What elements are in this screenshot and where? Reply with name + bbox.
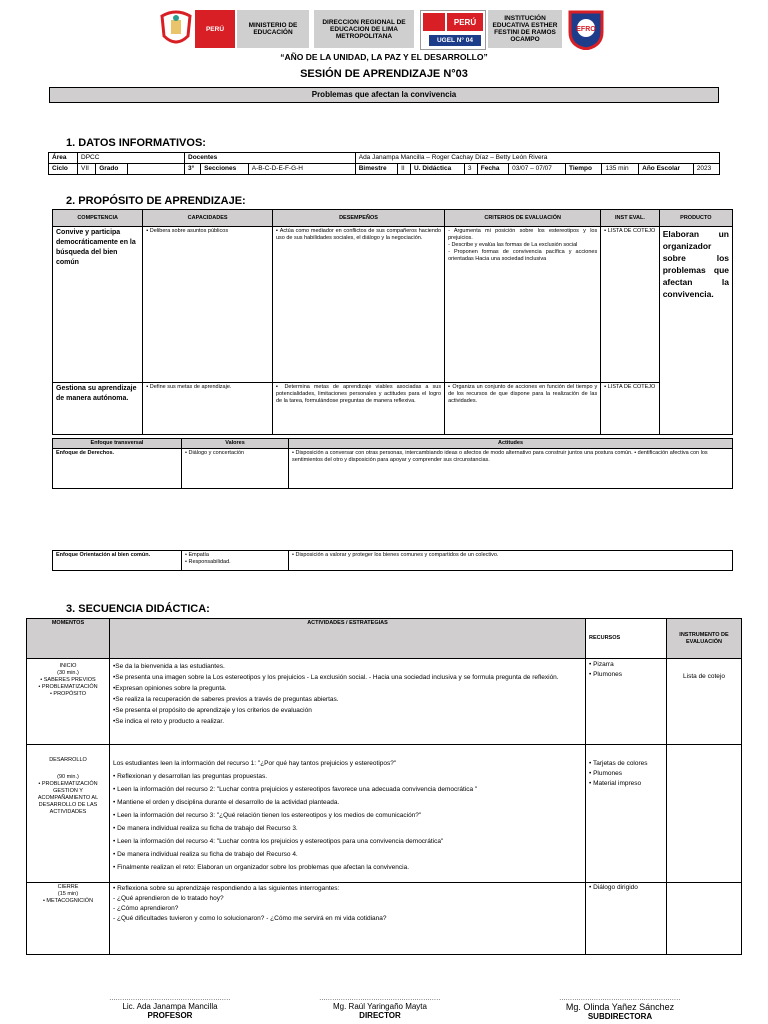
producto: Elaboran un organizador sobre los problemas que afectan la convivencia. bbox=[659, 227, 732, 435]
recurso-plumones-2: • Plumones bbox=[589, 770, 622, 777]
section-3-title: 3. SECUENCIA DIDÁCTICA: bbox=[66, 603, 210, 615]
inicio-act-4: •Se realiza la recuperación de saberes previos a través de preguntas abiertas. bbox=[113, 696, 339, 703]
section-2-title: 2. PROPÓSITO DE APRENDIZAJE: bbox=[66, 195, 246, 207]
session-title: SESIÓN DE APRENDIZAJE N°03 bbox=[300, 68, 468, 80]
secciones-label: Secciones bbox=[201, 164, 249, 175]
header-recursos: RECURSOS bbox=[586, 619, 667, 659]
criterio-2: Organiza un conjunto de acciones en función del tiempo y de los recursos de que dispone para la realización de las actividades. bbox=[448, 384, 598, 404]
desarrollo-act-2: • Reflexionan y desarrollan las preguntas propuestas. bbox=[113, 773, 268, 780]
ciclo-label: Ciclo bbox=[49, 164, 78, 175]
topic-bar: Problemas que afectan la convivencia bbox=[49, 87, 719, 103]
enfoque-table-2: Enfoque Orientación al bien común. • Empatía • Responsabilidad. • Disposición a valorar y proteger los bienes comunes y compartidos de un colectivo. bbox=[52, 550, 733, 571]
cierre-label: CIERRE bbox=[57, 884, 79, 890]
header-producto: PRODUCTO bbox=[659, 210, 732, 227]
bimestre-value: II bbox=[398, 164, 411, 175]
recurso-plumones-1: • Plumones bbox=[589, 671, 622, 678]
inicio-act-5: •Se presenta el propósito de aprendizaje y los criterios de evaluación bbox=[113, 707, 312, 714]
cierre-act-3: - ¿Cómo aprendieron? bbox=[113, 905, 179, 912]
desarrollo-act-3: • Leen la información del recurso 2: "Luchar contra prejuicios y estereotipos favorece una adecuada convivencia democrática " bbox=[113, 786, 478, 793]
recurso-material: • Material impreso bbox=[589, 780, 642, 787]
anio-label: Año Escolar bbox=[639, 164, 694, 175]
recurso-dialogo: • Diálogo dirigido bbox=[589, 884, 638, 891]
inst-1: LISTA DE COTEJO bbox=[607, 228, 656, 234]
actitud-derechos: Disposición a conversar con otras personas, intercambiando ideas o afectos de modo alternativo para construir juntos una postura común. • dentificación afectiva con los sentimientos del otro y disposición para apoyar y comprender sus circunstancias. bbox=[292, 450, 708, 463]
inst-2: LISTA DE COTEJO bbox=[607, 384, 656, 390]
header-enfoque: Enfoque transversal bbox=[53, 439, 182, 449]
signature-profesor: ........................................................ Lic. Ada Janampa Mancilla PROFESOR bbox=[90, 996, 250, 1020]
recurso-pizarra: • Pizarra bbox=[589, 661, 614, 668]
anio-value: 2023 bbox=[693, 164, 719, 175]
enfoque-table-1: Enfoque transversal Valores Actitudes Enfoque de Derechos. • Diálogo y concertación • Disposición a conversar con otras personas, intercambiando ideas o afectos de modo alternativo para construir juntos una postura común. • dentificación afectiva con los sentimientos del otro y disposición para apoyar y comprender sus circunstancias. bbox=[52, 438, 733, 489]
desarrollo-act-6: • De manera individual realiza su ficha de trabajo del Recurso 3. bbox=[113, 825, 298, 832]
criterio-1b: - Describe y evalúa las formas de La exclusión social bbox=[448, 242, 578, 248]
desarrollo-act-4: • Mantiene el orden y disciplina durante el desarrollo de la actividad planteada. bbox=[113, 799, 340, 806]
inicio-act-6: •Se indica el reto y producto a realizar. bbox=[113, 718, 225, 725]
secciones-value: A-B-C-D-E-F-G-H bbox=[248, 164, 355, 175]
tiempo-label: Tiempo bbox=[566, 164, 602, 175]
cierre-sub: • METACOGNICIÓN bbox=[42, 898, 94, 904]
direccion-box: DIRECCION REGIONAL DE EDUCACION DE LIMA METROPOLITANA bbox=[314, 10, 414, 48]
competencia-1: Convive y participa democráticamente en la búsqueda del bien común bbox=[53, 227, 143, 383]
header-instrumento: INSTRUMENTO DE EVALUACIÓN bbox=[667, 619, 742, 659]
header-actitudes: Actitudes bbox=[289, 439, 733, 449]
inicio-act-2: •Se presenta una imagen sobre la Los estereotipos y los prejuicios - La exclusión social. - Hacia una sociedad inclusiva y se formula pregunta de reflexión. bbox=[113, 674, 559, 681]
desempeno-1: Actúa como mediador en conflictos de sus compañeros haciendo uso de sus habilidades sociales, el diálogo y la negociación. bbox=[275, 228, 442, 241]
header-capacidades: CAPACIDADES bbox=[143, 210, 273, 227]
unidad-value: 3 bbox=[464, 164, 477, 175]
inicio-sub-2: • PROBLEMATIZACIÓN bbox=[38, 684, 98, 690]
inicio-sub-3: • PROPÓSITO bbox=[49, 691, 87, 697]
criterio-1a: - Argumenta mi posición sobre los estereotipos y los prejuicios. bbox=[448, 228, 598, 241]
valor-dialogo: Diálogo y concertación bbox=[188, 450, 245, 456]
signature-name-3: Mg. Olinda Yañez Sánchez bbox=[565, 1002, 675, 1012]
cierre-act-2: - ¿Qué aprendieron de lo tratado hoy? bbox=[113, 895, 224, 902]
signature-name-2: Mg. Raúl Yaringaño Mayta bbox=[333, 1002, 427, 1011]
inicio-label: INICIO bbox=[59, 663, 77, 669]
area-value: DPCC bbox=[78, 153, 185, 164]
criterio-1c: - Proponen formas de convivencia pacífica y acciones orientadas Hacia una sociedad inclusiva bbox=[448, 249, 598, 262]
unidad-label: U. Didáctica bbox=[411, 164, 465, 175]
docentes-label: Docentes bbox=[185, 153, 356, 164]
header-actividades: ACTIVIDADES / ESTRATEGIAS bbox=[110, 619, 586, 659]
grado-label: Grado bbox=[96, 164, 128, 175]
enfoque-derechos: Enfoque de Derechos. bbox=[53, 449, 182, 489]
inicio-act-1: •Se da la bienvenida a las estudiantes. bbox=[113, 663, 225, 670]
actitud-bien-comun: Disposición a valorar y proteger los bienes comunes y compartidos de un colectivo. bbox=[295, 552, 499, 558]
enfoque-bien-comun: Enfoque Orientación al bien común. bbox=[53, 551, 182, 571]
desarrollo-label: DESARROLLO bbox=[49, 757, 87, 763]
ministerio-box: MINISTERIO DE EDUCACIÓN bbox=[237, 10, 309, 48]
cierre-act-4: - ¿Qué dificultades tuvieron y como lo solucionaron? - ¿Cómo me servirá en mi vida cotidiana? bbox=[113, 915, 387, 922]
motto: “AÑO DE LA UNIDAD, LA PAZ Y EL DESARROLLO” bbox=[280, 52, 488, 62]
datos-table bbox=[48, 152, 720, 175]
proposito-table: COMPETENCIA CAPACIDADES DESEMPEÑOS CRITERIOS DE EVALUACIÓN INST EVAL. PRODUCTO Convive y participa democráticamente en la búsqueda del bien común ▪ Delibera sobre asuntos públicos ▪ Actúa como mediador en conflictos de sus compañeros haciendo uso de sus habilidades sociales, el diálogo y la negociación. - Argumenta mi posición sobre los estereotipos y los prejuicios. - Describe y evalúa las formas de La exclusión social - Proponen formas de convivencia pacífica y acciones orientadas Hacia una sociedad inclusiva ▪ LISTA DE COTEJO Elaboran un organizador sobre los problemas que afectan la convivencia. Gestiona su aprendizaje de manera autónoma. ▪ Define sus metas de aprendizaje. ▪ Determina metas de aprendizaje viables asociadas a sus potencialidades, limitaciones personales y actitudes para el logro de la tarea, formulándose preguntas de manera reflexiva. ▪ Organiza un conjunto de acciones en función del tiempo y de los recursos de que dispone para la realización de las actividades. ▪ LISTA DE COTEJO bbox=[52, 209, 733, 435]
bimestre-label: Bimestre bbox=[355, 164, 397, 175]
area-label: Área bbox=[49, 153, 78, 164]
header-momentos: MOMENTOS bbox=[27, 619, 110, 659]
desarrollo-time: (90 min.) bbox=[57, 774, 79, 780]
secuencia-table bbox=[26, 618, 742, 955]
header-desempenos: DESEMPEÑOS bbox=[272, 210, 444, 227]
school-crest-logo bbox=[566, 8, 606, 50]
header-competencia: COMPETENCIA bbox=[53, 210, 143, 227]
institucion-box: INSTITUCIÓN EDUCATIVA ESTHER FESTINI DE RAMOS OCAMPO bbox=[488, 10, 562, 48]
cierre-time: (15 min) bbox=[57, 891, 79, 897]
signature-role-1: PROFESOR bbox=[147, 1011, 193, 1020]
peru-red-label: PERÚ bbox=[195, 10, 235, 48]
ugel-logo: PERÚ UGEL N° 04 bbox=[420, 10, 486, 50]
desarrollo-act-9: • Finalmente realizan el reto: Elaboran un organizador sobre los problemas que afectan la convivencia. bbox=[113, 864, 410, 871]
cierre-act-1: • Reflexiona sobre su aprendizaje respondiendo a las siguientes interrogantes: bbox=[113, 885, 340, 892]
grado-value: 3° bbox=[185, 164, 201, 175]
valor-responsabilidad: • Responsabilidad. bbox=[185, 559, 231, 565]
competencia-2: Gestiona su aprendizaje de manera autónoma. bbox=[53, 383, 143, 435]
signature-role-2: DIRECTOR bbox=[359, 1011, 401, 1020]
fecha-label: Fecha bbox=[477, 164, 508, 175]
valor-empatia: • Empatía bbox=[185, 552, 209, 558]
instrumento-lista: Lista de cotejo bbox=[667, 659, 742, 745]
ciclo-value: VII bbox=[78, 164, 96, 175]
inicio-time: (30 min.) bbox=[57, 670, 79, 676]
inicio-act-3: •Expresan opiniones sobre la pregunta. bbox=[113, 685, 227, 692]
desarrollo-act-7: • Leen la información del recurso 4: "Luchar contra los prejuicios y estereotipos para una convivencia democrática" bbox=[113, 838, 444, 845]
fecha-value: 03/07 – 07/07 bbox=[509, 164, 566, 175]
docentes-value: Ada Janampa Mancilla – Roger Cachay Díaz – Betty León Rivera bbox=[355, 153, 719, 164]
svg-text:EFRO: EFRO bbox=[576, 26, 596, 33]
desarrollo-sub: • PROBLEMATIZACIÓN GESTION Y ACOMPAÑAMIENTO AL DESARROLLO DE LAS ACTIVIDADES bbox=[37, 781, 99, 815]
signature-name-1: Lic. Ada Janampa Mancilla bbox=[122, 1002, 218, 1011]
desempeno-2: Determina metas de aprendizaje viables asociadas a sus potencialidades, limitaciones personales y actitudes para el logro de la tarea, formulándose preguntas de manera reflexiva. bbox=[275, 384, 442, 404]
section-1-title: 1. DATOS INFORMATIVOS: bbox=[66, 137, 206, 149]
peru-shield-logo bbox=[158, 10, 194, 48]
signature-subdirectora: ........................................................ Mg. Olinda Yañez Sánchez SUBDIRECTORA bbox=[520, 996, 720, 1021]
header-criterios: CRITERIOS DE EVALUACIÓN bbox=[445, 210, 601, 227]
desarrollo-act-1: Los estudiantes leen la información del recurso 1: "¿Por qué hay tantos prejuicios y estereotipos?" bbox=[113, 760, 397, 767]
header-valores: Valores bbox=[182, 439, 289, 449]
desarrollo-act-5: • Leen la información del recurso 3: "¿Qué relación tienen los estereotipos y los medios de comunicación?" bbox=[113, 812, 422, 819]
tiempo-value: 135 min bbox=[602, 164, 639, 175]
desarrollo-act-8: • De manera individual realiza su ficha de trabajo del Recurso 4. bbox=[113, 851, 298, 858]
capacidad-2: Define sus metas de aprendizaje. bbox=[149, 384, 232, 390]
header-inst-eval: INST EVAL. bbox=[601, 210, 659, 227]
capacidad-1: Delibera sobre asuntos públicos bbox=[149, 228, 229, 234]
signature-director: ........................................................ Mg. Raúl Yaringaño Mayta DIRECTOR bbox=[290, 996, 470, 1020]
inicio-sub-1: • SABERES PREVIOS bbox=[40, 677, 96, 683]
recurso-tarjetas: • Tarjetas de colores bbox=[589, 760, 648, 767]
signature-role-3: SUBDIRECTORA bbox=[587, 1012, 653, 1021]
